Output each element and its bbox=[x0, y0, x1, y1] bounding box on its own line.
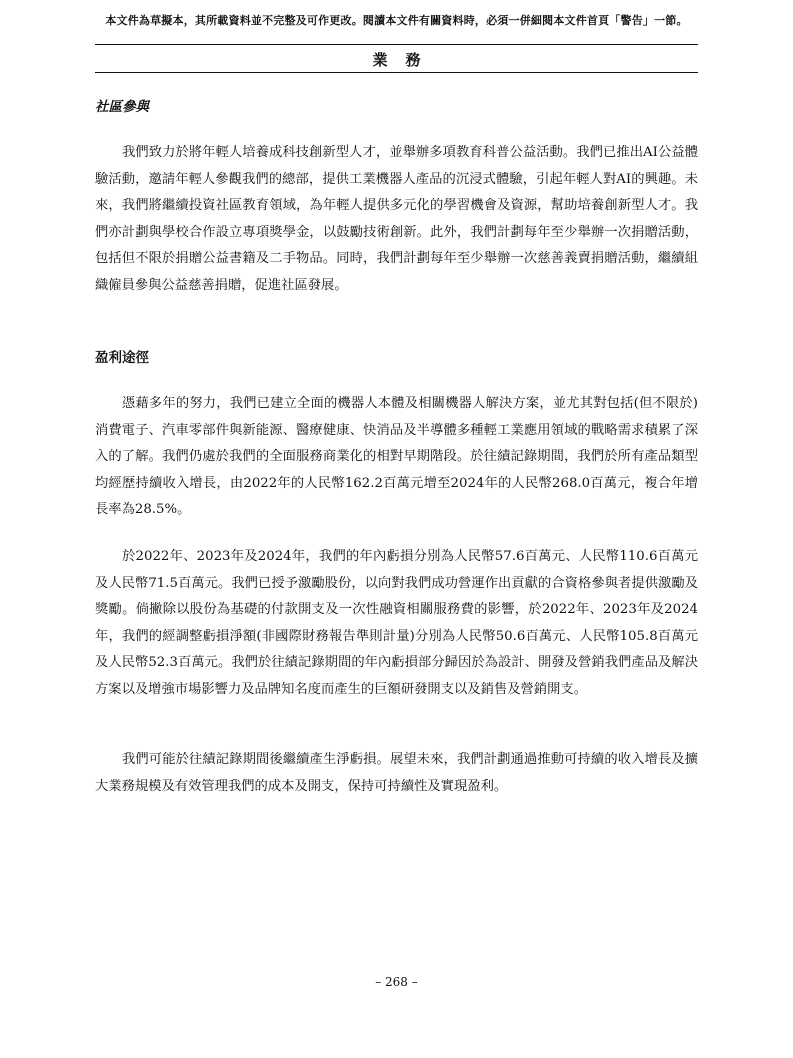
page-number: – 268 – bbox=[375, 975, 418, 989]
paragraph-community-engagement: 我們致力於將年輕人培養成科技創新型人才，並舉辦多項教育科普公益活動。我們已推出AI公益體驗活動，邀請年輕人參觀我們的總部，提供工業機器人產品的沉浸式體驗，引起年輕人對AI的興趣。未來，我們將繼續投資社區教育領域，為年輕人提供多元化的學習機會及資源，幫助培養創新型人才。我們亦計劃與學校合作設立專項獎學金，以鼓勵技術創新。此外，我們計劃每年至少舉辦一次捐贈活動，包括但不限於捐贈公益書籍及二手物品。同時，我們計劃每年至少舉辦一次慈善義賣捐贈活動，繼續組織僱員參與公益慈善捐贈，促進社區發展。 bbox=[95, 145, 698, 293]
header-top-rule bbox=[95, 44, 698, 45]
paragraph-revenue-growth: 憑藉多年的努力，我們已建立全面的機器人本體及相關機器人解決方案，並尤其對包括(但不限於)消費電子、汽車零部件與新能源、醫療健康、快消品及半導體多種輕工業應用領域的戰略需求積累了深入的了解。我們仍處於我們的全面服務商業化的相對早期階段。於往績記錄期間，我們於所有產品類型均經歷持續收入增長，由2022年的人民幣162.2百萬元增至2024年的人民幣268.0百萬元，複合年增長率為28.5%。 bbox=[95, 396, 698, 517]
section-title: 業務 bbox=[372, 51, 439, 69]
paragraph-outlook: 我們可能於往績記錄期間後繼續產生淨虧損。展望未來，我們計劃通過推動可持續的收入增長及擴大業務規模及有效管理我們的成本及開支，保持可持續性及實現盈利。 bbox=[95, 752, 698, 794]
paragraph-net-loss: 於2022年、2023年及2024年，我們的年內虧損分別為人民幣57.6百萬元、人民幣110.6百萬元及人民幣71.5百萬元。我們已授予激勵股份，以向對我們成功營運作出貢獻的合資格參與者提供激勵及獎勵。倘撇除以股份為基礎的付款開支及一次性融資相關服務費的影響，於2022年、2023年及2024年，我們的經調整虧損淨額(非國際財務報告準則計量)分別為人民幣50.6百萬元、人民幣105.8百萬元及人民幣52.3百萬元。我們於往績記錄期間的年內虧損部分歸因於為設計、開發及營銷我們產品及解決方案以及增強市場影響力及品牌知名度而產生的巨額研發開支以及銷售及營銷開支。 bbox=[95, 549, 698, 697]
heading-community-engagement: 社區參與 bbox=[95, 99, 149, 115]
draft-warning-banner: 本文件為草擬本，其所載資料並不完整及可作更改。閱讀本文件有關資料時，必須一併細閱本文件首頁「警告」一節。 bbox=[105, 14, 688, 27]
heading-path-to-profitability: 盈利途徑 bbox=[95, 350, 149, 366]
header-bottom-rule bbox=[95, 72, 698, 73]
